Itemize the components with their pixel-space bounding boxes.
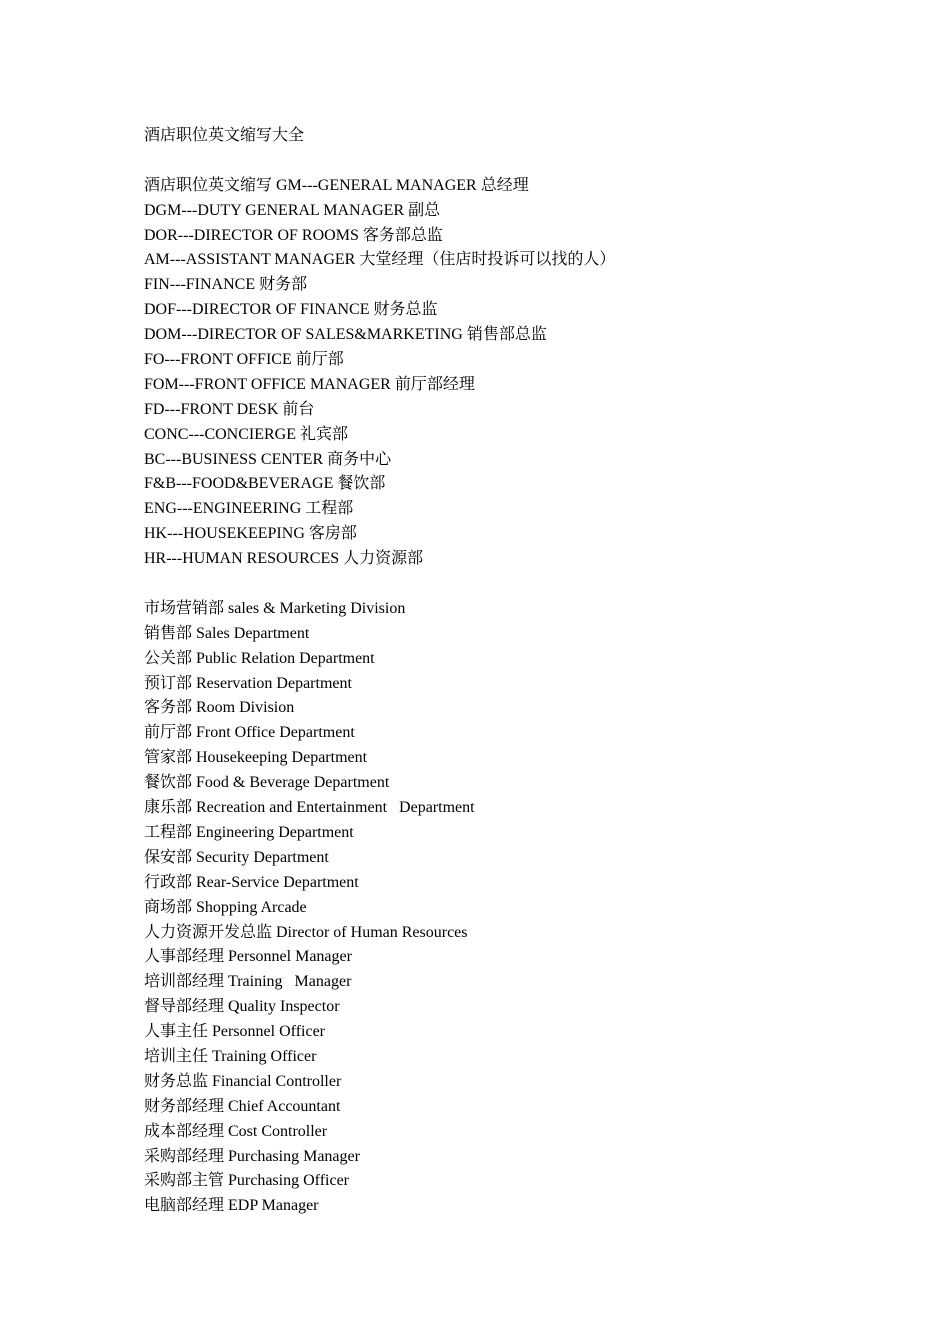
department-line: 工程部 Engineering Department [144, 823, 354, 841]
abbreviation-line: DOF---DIRECTOR OF FINANCE 财务总监 [144, 301, 438, 319]
abbreviation-list [144, 174, 864, 572]
department-line: 财务部经理 Chief Accountant [144, 1097, 341, 1115]
abbreviation-line: F&B---FOOD&BEVERAGE 餐饮部 [144, 475, 386, 493]
abbreviation-line: DOR---DIRECTOR OF ROOMS 客务部总监 [144, 226, 443, 244]
department-line: 餐饮部 Food & Beverage Department [144, 774, 390, 792]
abbreviation-line: BC---BUSINESS CENTER 商务中心 [144, 450, 392, 468]
department-line: 保安部 Security Department [144, 848, 329, 866]
department-line: 预订部 Reservation Department [144, 674, 352, 692]
department-line: 人事主任 Personnel Officer [144, 1023, 326, 1041]
department-line: 采购部主管 Purchasing Officer [144, 1172, 350, 1190]
abbreviation-line: CONC---CONCIERGE 礼宾部 [144, 425, 348, 443]
department-line: 客务部 Room Division [144, 699, 295, 717]
abbreviation-line: HR---HUMAN RESOURCES 人力资源部 [144, 550, 424, 568]
department-line: 市场营销部 sales & Marketing Division [144, 599, 406, 617]
abbreviation-line: AM---ASSISTANT MANAGER 大堂经理（住店时投诉可以找的人） [144, 251, 616, 269]
department-list [144, 597, 864, 1219]
abbreviation-line: FOM---FRONT OFFICE MANAGER 前厅部经理 [144, 375, 475, 393]
abbreviation-line: FD---FRONT DESK 前台 [144, 400, 315, 418]
department-line: 行政部 Rear-Service Department [144, 873, 359, 891]
department-line: 康乐部 Recreation and Entertainment Department [144, 799, 475, 817]
abbreviation-line: FIN---FINANCE 财务部 [144, 276, 308, 294]
document-title: 酒店职位英文缩写大全 [144, 127, 305, 144]
blank-line [144, 572, 864, 597]
blank-line [144, 149, 864, 174]
department-line: 人力资源开发总监 Director of Human Resources [144, 923, 468, 941]
department-line: 成本部经理 Cost Controller [144, 1122, 328, 1140]
department-line: 商场部 Shopping Arcade [144, 898, 307, 916]
abbreviation-line: ENG---ENGINEERING 工程部 [144, 500, 354, 518]
abbreviation-line: DGM---DUTY GENERAL MANAGER 副总 [144, 201, 441, 219]
document-body [144, 124, 864, 1219]
department-line: 人事部经理 Personnel Manager [144, 948, 352, 966]
abbreviation-line: HK---HOUSEKEEPING 客房部 [144, 525, 357, 543]
department-line: 督导部经理 Quality Inspector [144, 998, 340, 1016]
abbreviation-line: 酒店职位英文缩写 GM---GENERAL MANAGER 总经理 [144, 176, 529, 194]
department-line: 公关部 Public Relation Department [144, 649, 375, 667]
department-line: 前厅部 Front Office Department [144, 724, 355, 742]
department-line: 财务总监 Financial Controller [144, 1072, 342, 1090]
department-line: 培训主任 Training Officer [144, 1047, 317, 1065]
department-line: 销售部 Sales Department [144, 624, 310, 642]
abbreviation-line: FO---FRONT OFFICE 前厅部 [144, 351, 344, 369]
department-line: 电脑部经理 EDP Manager [144, 1197, 319, 1215]
department-line: 采购部经理 Purchasing Manager [144, 1147, 360, 1165]
department-line: 培训部经理 Training Manager [144, 973, 352, 991]
department-line: 管家部 Housekeeping Department [144, 749, 368, 767]
abbreviation-line: DOM---DIRECTOR OF SALES&MARKETING 销售部总监 [144, 326, 547, 344]
